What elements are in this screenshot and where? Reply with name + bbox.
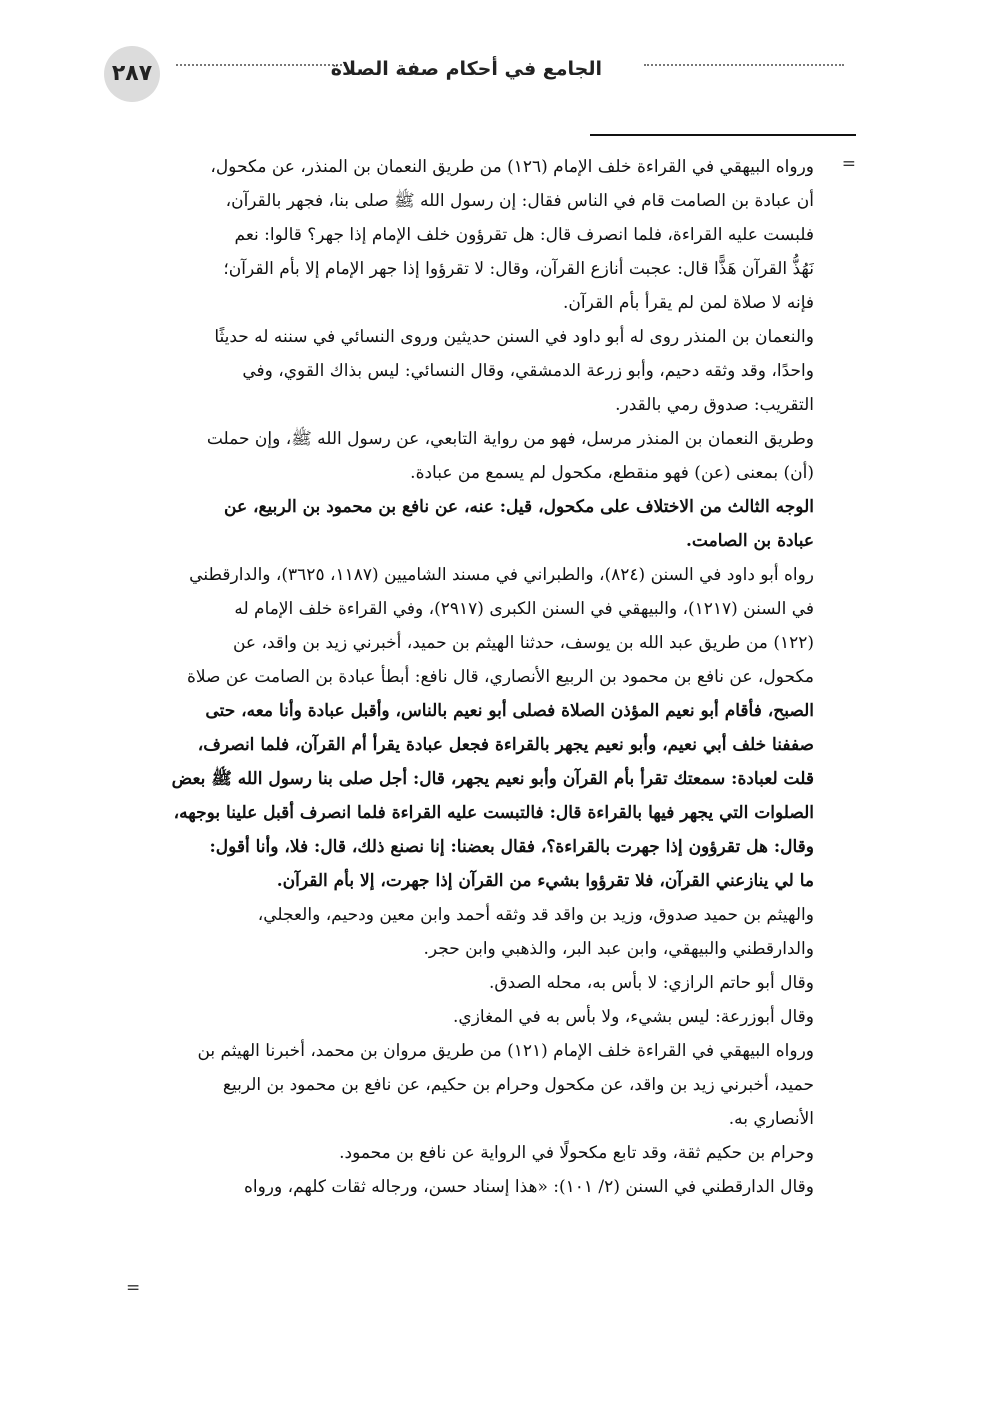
header-dotted-leader-left — [176, 64, 346, 66]
text-line: (أن) بمعنى (عن) فهو منقطع، مكحول لم يسمع من عبادة. — [410, 463, 814, 483]
running-title: الجامع في أحكام صفة الصلاة — [330, 58, 602, 80]
header-dotted-leader-right — [644, 64, 844, 66]
text-line: وقال أبو حاتم الرازي: لا بأس به، محله الصدق. — [489, 973, 814, 993]
text-line: ورواه البيهقي في القراءة خلف الإمام (١٢١) من طريق مروان بن محمد، أخبرنا الهيثم بن — [197, 1041, 814, 1061]
continuation-marker-top: = — [841, 154, 856, 174]
text-line: ما لي ينازعني القرآن، فلا تقرؤوا بشيء من القرآن إذا جهرت، إلا بأم القرآن. — [276, 871, 814, 891]
text-line: فإنه لا صلاة لمن لم يقرأ بأم القرآن. — [563, 293, 814, 313]
text-line: والدارقطني والبيهقي، وابن عبد البر، والذهبي وابن حجر. — [423, 939, 814, 959]
text-line: (١٢٢) من طريق عبد الله بن يوسف، حدثنا الهيثم بن حميد، أخبرني زيد بن واقد، عن — [232, 633, 814, 653]
text-line: صففنا خلف أبي نعيم، وأبو نعيم يجهر بالقراءة فجعل عبادة يقرأ أم القرآن، فلما انصرف، — [197, 735, 814, 755]
text-line: أن عبادة بن الصامت قام في الناس فقال: إن رسول الله ﷺ صلى بنا، فجهر بالقرآن، — [225, 191, 814, 211]
text-line: فلبست عليه القراءة، فلما انصرف قال: هل تقرؤون خلف الإمام إذا جهر؟ قالوا: نعم — [234, 225, 814, 245]
text-line: ورواه البيهقي في القراءة خلف الإمام (١٢٦) من طريق النعمان بن المنذر، عن مكحول، — [210, 157, 814, 177]
text-line: والهيثم بن حميد صدوق، وزيد بن واقد قد وثقه أحمد وابن معين ودحيم، والعجلي، — [257, 905, 814, 925]
text-line: وقال أبوزرعة: ليس بشيء، ولا بأس به في المغازي. — [452, 1007, 814, 1027]
text-line: الصبح، فأقام أبو نعيم المؤذن الصلاة فصلى أبو نعيم بالناس، وأقبل عبادة وأنا معه، حتى — [205, 701, 814, 721]
footnote-rule — [590, 134, 856, 136]
text-line: واحدًا، وقد وثقه دحيم، وأبو زرعة الدمشقي، وقال النسائي: ليس بذاك القوي، وفي — [242, 361, 814, 381]
text-line: وقال الدارقطني في السنن (٢/ ١٠١): «هذا إسناد حسن، ورجاله ثقات كلهم، ورواه — [243, 1177, 814, 1197]
text-line: عبادة بن الصامت. — [686, 531, 814, 551]
text-line: الوجه الثالث من الاختلاف على مكحول، قيل: عنه، عن نافع بن محمود بن الربيع، عن — [224, 497, 814, 517]
continuation-marker-bottom: = — [126, 1278, 141, 1298]
footnote-text — [118, 150, 814, 1204]
text-line: وحرام بن حكيم ثقة، وقد تابع مكحولًا في الرواية عن نافع بن محمود. — [339, 1143, 814, 1163]
text-line: في السنن (١٢١٧)، والبيهقي في السنن الكبرى (٢٩١٧)، وفي القراءة خلف الإمام له — [234, 599, 814, 619]
text-line: والنعمان بن المنذر روى له أبو داود في السنن حديثين وروى النسائي في سننه له حديثًا — [214, 327, 814, 347]
text-line: وطريق النعمان بن المنذر مرسل، فهو من رواية التابعي، عن رسول الله ﷺ، وإن حملت — [206, 429, 814, 449]
text-line: الأنصاري به. — [728, 1109, 814, 1129]
page-number: ٢٨٧ — [104, 46, 160, 102]
page-header — [104, 40, 844, 100]
text-line: الصلوات التي يجهر فيها بالقراءة قال: فالتبست عليه القراءة فلما انصرف أقبل علينا بوجهه، — [173, 803, 814, 823]
text-line: نَهُذُّ القرآن هَذًّا قال: عجبت أنازع القرآن، وقال: لا تقرؤوا إذا جهر الإمام إلا بأم القرآن؛ — [223, 259, 814, 279]
text-line: التقريب: صدوق رمي بالقدر. — [615, 395, 814, 415]
text-line: رواه أبو داود في السنن (٨٢٤)، والطبراني في مسند الشاميين (١١٨٧، ٣٦٢٥)، والدارقطني — [189, 565, 814, 585]
text-line: قلت لعبادة: سمعتك تقرأ بأم القرآن وأبو نعيم يجهر، قال: أجل صلى بنا رسول الله ﷺ بعض — [171, 769, 814, 789]
text-line: وقال: هل تقرؤون إذا جهرت بالقراءة؟، فقال بعضنا: إنا نصنع ذلك، قال: فلا، وأنا أقول: — [209, 837, 814, 857]
text-line: حميد، أخبرني زيد بن واقد، عن مكحول وحرام بن حكيم، عن نافع بن محمود بن الربيع — [222, 1075, 814, 1095]
text-line: مكحول، عن نافع بن محمود بن الربيع الأنصاري، قال نافع: أبطأ عبادة بن الصامت عن صلاة — [186, 667, 814, 687]
